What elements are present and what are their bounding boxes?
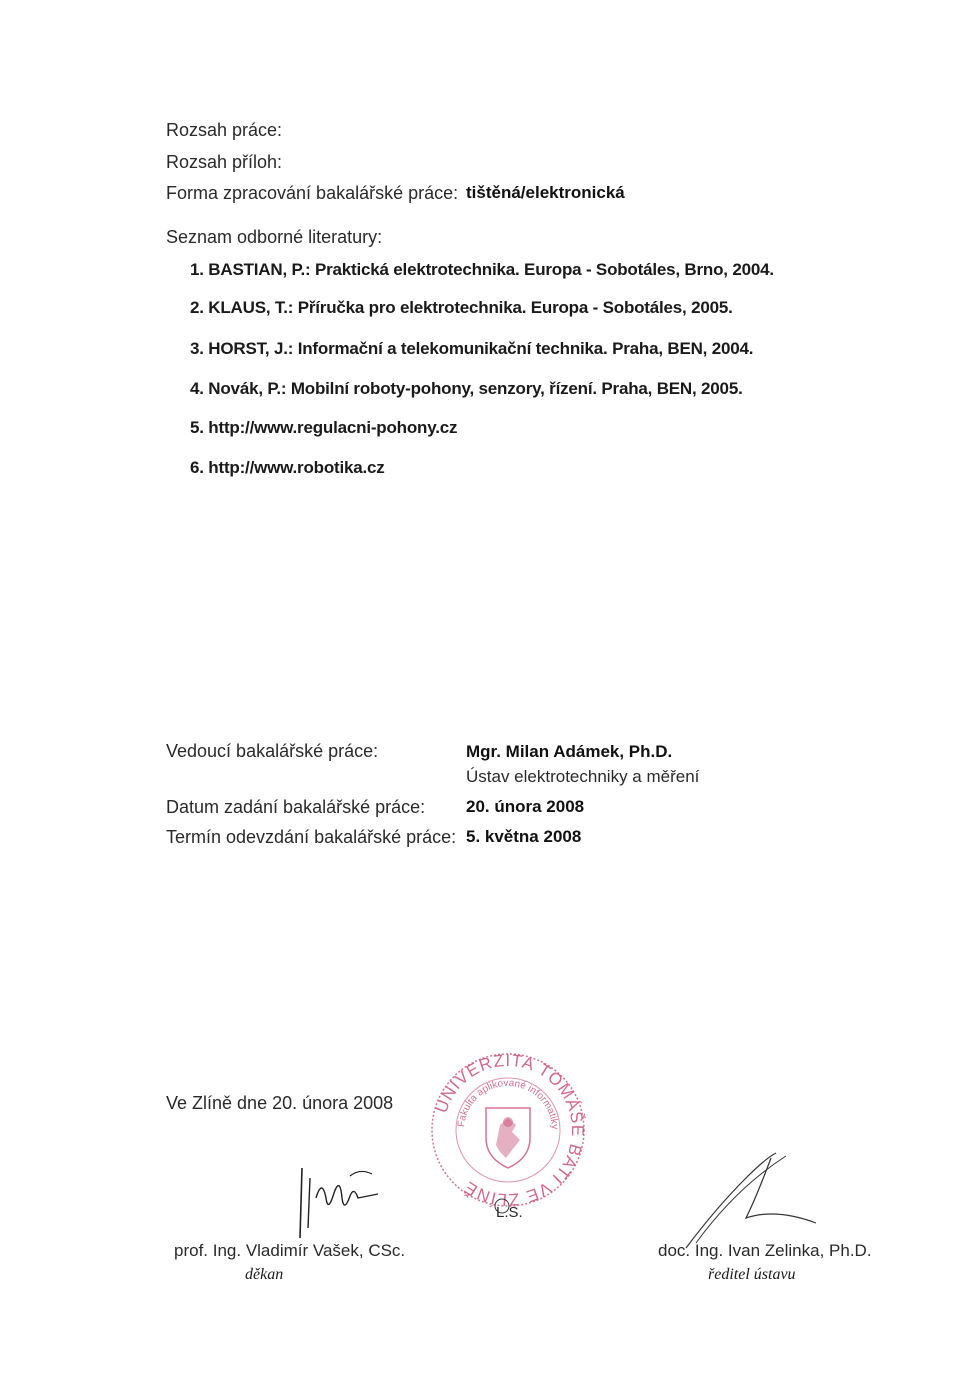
scope-of-appendices-label: Rozsah příloh: xyxy=(166,152,283,172)
supervisor-name: Mgr. Milan Adámek, Ph.D. xyxy=(466,742,673,761)
ls-circle-icon xyxy=(492,1196,532,1216)
form-label: Forma zpracování bakalářské práce: xyxy=(166,183,459,203)
assigned-date-value: 20. února 2008 xyxy=(466,797,585,816)
stamp-inner-text: Fakulta aplikované informatiky xyxy=(456,1077,561,1130)
literature-item-6: 6. http://www.robotika.cz xyxy=(190,458,385,477)
literature-title: Seznam odborné literatury: xyxy=(166,227,383,247)
stamp-outer-text: UNIVERZITA TOMÁŠE BATI VE ZLÍNĚ xyxy=(431,1050,588,1210)
ls-mark: L.S. xyxy=(496,1204,523,1221)
supervisor-department: Ústav elektrotechniky a měření xyxy=(466,767,700,786)
director-name: doc. Ing. Ivan Zelinka, Ph.D. xyxy=(658,1241,872,1260)
supervisor-label: Vedoucí bakalářské práce: xyxy=(166,741,379,761)
dean-name: prof. Ing. Vladimír Vašek, CSc. xyxy=(174,1241,406,1260)
university-stamp xyxy=(428,1050,588,1210)
dean-signature-icon xyxy=(290,1158,390,1248)
due-date-value: 5. května 2008 xyxy=(466,827,582,846)
assigned-date-label: Datum zadání bakalářské práce: xyxy=(166,797,426,817)
literature-item-4: 4. Novák, P.: Mobilní roboty-pohony, senzory, řízení. Praha, BEN, 2005. xyxy=(190,379,743,398)
due-date-label: Termín odevzdání bakalářské práce: xyxy=(166,827,457,847)
scope-of-work-label: Rozsah práce: xyxy=(166,120,283,140)
literature-item-1: 1. BASTIAN, P.: Praktická elektrotechnika. Europa - Sobotáles, Brno, 2004. xyxy=(190,260,774,279)
coat-of-arms-icon xyxy=(486,1108,530,1168)
dean-role: děkan xyxy=(245,1266,284,1283)
place-and-date: Ve Zlíně dne 20. února 2008 xyxy=(166,1093,394,1113)
form-value: tištěná/elektronická xyxy=(466,183,625,202)
literature-item-2: 2. KLAUS, T.: Příručka pro elektrotechnika. Europa - Sobotáles, 2005. xyxy=(190,298,733,317)
literature-item-3: 3. HORST, J.: Informační a telekomunikační technika. Praha, BEN, 2004. xyxy=(190,339,754,358)
director-role: ředitel ústavu xyxy=(708,1266,796,1283)
literature-item-5: 5. http://www.regulacni-pohony.cz xyxy=(190,418,458,437)
